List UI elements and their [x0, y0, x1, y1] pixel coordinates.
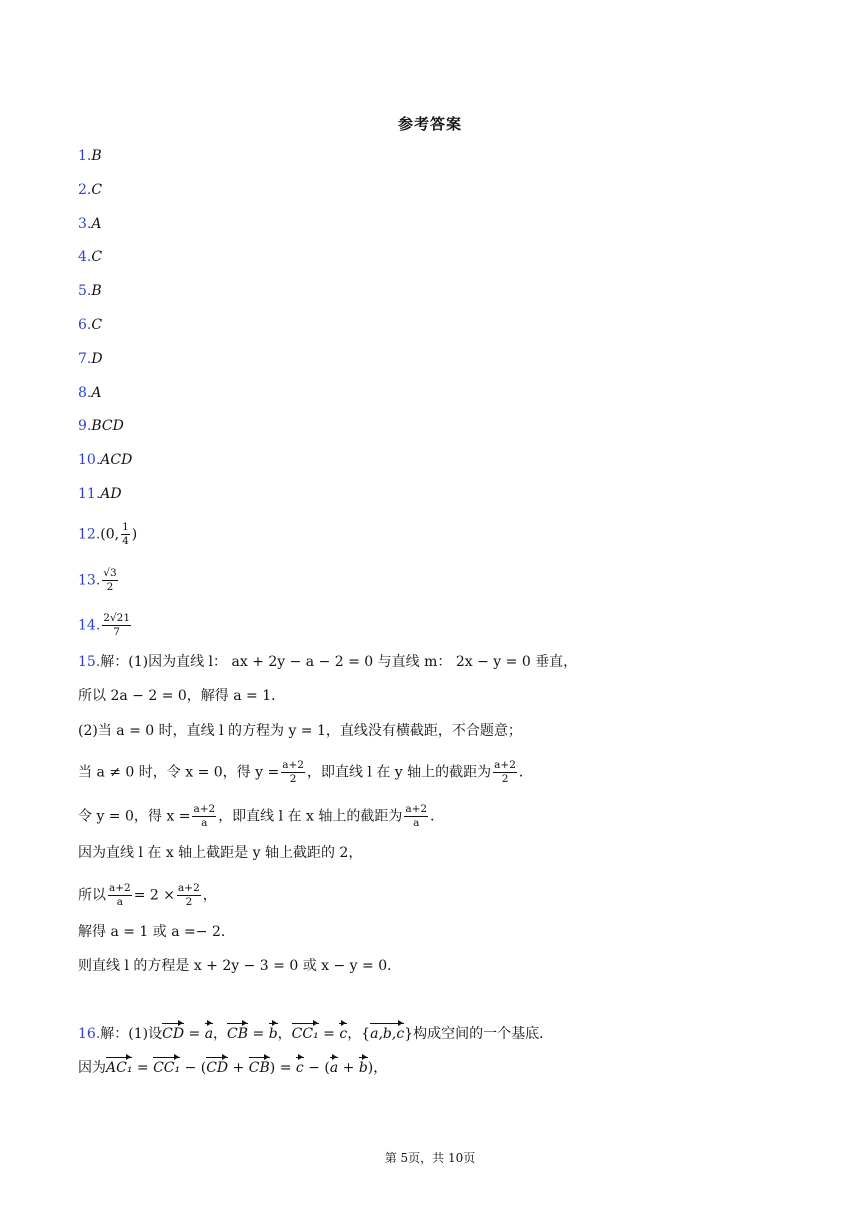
- vector: a: [204, 1026, 214, 1042]
- numerator: a+2: [193, 803, 216, 815]
- answer-row: [78, 383, 101, 403]
- solution-text: +: [228, 1060, 249, 1076]
- fraction: [493, 760, 517, 785]
- answer-number: 7.: [78, 351, 92, 367]
- answer-row: [78, 146, 102, 166]
- answer-number: 11.: [78, 486, 101, 502]
- answer-row: [78, 416, 124, 436]
- solution-text: − (: [303, 1060, 330, 1076]
- fraction: [108, 883, 132, 908]
- answer-number: 3.: [78, 216, 92, 232]
- denominator: 4: [122, 535, 129, 547]
- vector: AC₁: [106, 1060, 133, 1076]
- solution-15-line-5: [78, 804, 444, 829]
- solution-text: 解：(1)因为直线 l： ax + 2y − a − 2 = 0 与直线 m： 2x − y = 0 垂直，: [100, 654, 578, 670]
- solution-text: 所以: [78, 887, 106, 904]
- solution-text: ，: [277, 1026, 292, 1042]
- numerator: 2√21: [103, 612, 130, 624]
- solution-text: ，即直线 l 在 y 轴上的截距为: [306, 764, 492, 781]
- solution-text: − (: [180, 1060, 207, 1076]
- answer-text: ): [131, 526, 138, 543]
- fraction: [177, 883, 201, 908]
- vector: a,b,c: [370, 1026, 405, 1042]
- solution-15-line-6: 因为直线 l 在 x 轴上截距是 y 轴上截距的 2，: [78, 845, 363, 861]
- answer-choice: A: [91, 216, 102, 232]
- solution-text: +: [338, 1060, 359, 1076]
- answer-row: [78, 180, 102, 200]
- vector: CB: [248, 1060, 270, 1076]
- answer-row: [78, 484, 122, 504]
- answer-choice: D: [91, 351, 103, 367]
- solution-text: }构成空间的一个基底．: [404, 1026, 554, 1042]
- answer-choice: B: [91, 148, 102, 164]
- vector: CC₁: [153, 1060, 181, 1076]
- answer-number: 9.: [78, 418, 92, 434]
- answer-choice: A: [91, 385, 102, 401]
- vector: c: [339, 1026, 348, 1042]
- solution-text: =: [184, 1026, 205, 1042]
- answer-row: [78, 349, 103, 369]
- solution-16-line-2: [78, 1058, 387, 1078]
- numerator: a+2: [178, 882, 200, 894]
- fraction: [404, 804, 428, 829]
- solution-text: ，即直线 l 在 x 轴上的截距为: [218, 808, 403, 825]
- solution-text: 解：(1)设: [100, 1026, 163, 1042]
- answer-choice: AD: [100, 486, 122, 502]
- answer-choice: C: [91, 317, 103, 333]
- solution-15-line-1: [78, 652, 577, 672]
- answer-row: [78, 214, 101, 234]
- solution-16-line-1: [78, 1024, 553, 1044]
- vector: CC₁: [291, 1026, 319, 1042]
- answer-number: 2.: [78, 182, 92, 198]
- fraction: [102, 613, 131, 638]
- answer-row: [78, 315, 102, 335]
- denominator: 2: [501, 773, 509, 785]
- answer-number: 4.: [78, 249, 92, 265]
- vector: b: [358, 1060, 368, 1076]
- page-title: 参考答案: [397, 115, 462, 133]
- solution-15-line-7: [78, 883, 217, 908]
- denominator: a: [116, 896, 123, 908]
- solution-text: 因为: [78, 1060, 106, 1076]
- denominator: a: [413, 817, 420, 829]
- answer-number: 10.: [78, 452, 101, 468]
- vector: c: [295, 1060, 304, 1076]
- denominator: 2: [106, 581, 114, 593]
- solution-text: ，: [213, 1026, 228, 1042]
- vector: CD: [162, 1026, 185, 1042]
- solution-text: ，{: [347, 1026, 371, 1042]
- fraction: [281, 760, 305, 785]
- solution-text: = 2 ×: [133, 887, 176, 904]
- answer-row: [78, 247, 102, 267]
- denominator: a: [201, 817, 208, 829]
- answer-14: [78, 613, 133, 638]
- vector: a: [329, 1060, 339, 1076]
- vector: CB: [227, 1026, 249, 1042]
- numerator: a+2: [282, 759, 304, 771]
- answer-choice: B: [91, 283, 102, 299]
- answer-row: [78, 450, 132, 470]
- numerator: a+2: [109, 882, 131, 894]
- denominator: 7: [113, 626, 120, 638]
- solution-text: ．: [430, 808, 445, 825]
- fraction: [192, 804, 216, 829]
- answer-choice: BCD: [91, 418, 124, 434]
- answer-number: 1.: [78, 148, 92, 164]
- answer-text: (0,: [100, 526, 120, 543]
- answer-number: 13.: [78, 572, 101, 589]
- vector: CD: [206, 1060, 229, 1076]
- answer-choice: C: [91, 182, 103, 198]
- denominator: 2: [289, 773, 297, 785]
- solution-text: 令 y = 0，得 x =: [78, 808, 191, 825]
- page-footer: 第 5页，共 10页: [384, 1151, 476, 1165]
- answer-number: 16.: [78, 1026, 101, 1042]
- vector: b: [268, 1026, 278, 1042]
- fraction: [121, 522, 130, 547]
- solution-text: ) =: [269, 1060, 296, 1076]
- answer-number: 15.: [78, 654, 101, 670]
- answer-row: [78, 281, 102, 301]
- answer-number: 6.: [78, 317, 92, 333]
- denominator: 2: [185, 896, 193, 908]
- solution-15-line-8: 解得 a = 1 或 a =− 2．: [78, 924, 235, 940]
- solution-text: =: [132, 1060, 154, 1076]
- solution-15-line-3: (2)当 a = 0 时，直线 l 的方程为 y = 1，直线没有横截距，不合题意；: [78, 723, 522, 739]
- solution-15-line-2: 所以 2a − 2 = 0，解得 a = 1．: [78, 688, 286, 704]
- fraction: [102, 568, 117, 593]
- numerator: √3: [103, 567, 117, 579]
- answer-choice: ACD: [100, 452, 133, 468]
- answer-number: 8.: [78, 385, 92, 401]
- answer-number: 14.: [78, 617, 101, 634]
- solution-text: )，: [367, 1060, 388, 1076]
- solution-15-line-4: [78, 760, 533, 785]
- answer-12: [78, 522, 137, 547]
- numerator: a+2: [494, 759, 516, 771]
- numerator: a+2: [405, 803, 428, 815]
- answer-13: [78, 568, 120, 593]
- solution-text: =: [248, 1026, 269, 1042]
- solution-text: =: [318, 1026, 340, 1042]
- answer-choice: C: [91, 249, 103, 265]
- solution-text: 当 a ≠ 0 时，令 x = 0，得 y =: [78, 764, 280, 781]
- solution-text: ，: [202, 887, 217, 904]
- solution-text: ．: [518, 764, 533, 781]
- solution-15-line-9: 则直线 l 的方程是 x + 2y − 3 = 0 或 x − y = 0．: [78, 958, 402, 974]
- numerator: 1: [122, 521, 129, 533]
- answer-number: 5.: [78, 283, 92, 299]
- answer-number: 12.: [78, 526, 101, 543]
